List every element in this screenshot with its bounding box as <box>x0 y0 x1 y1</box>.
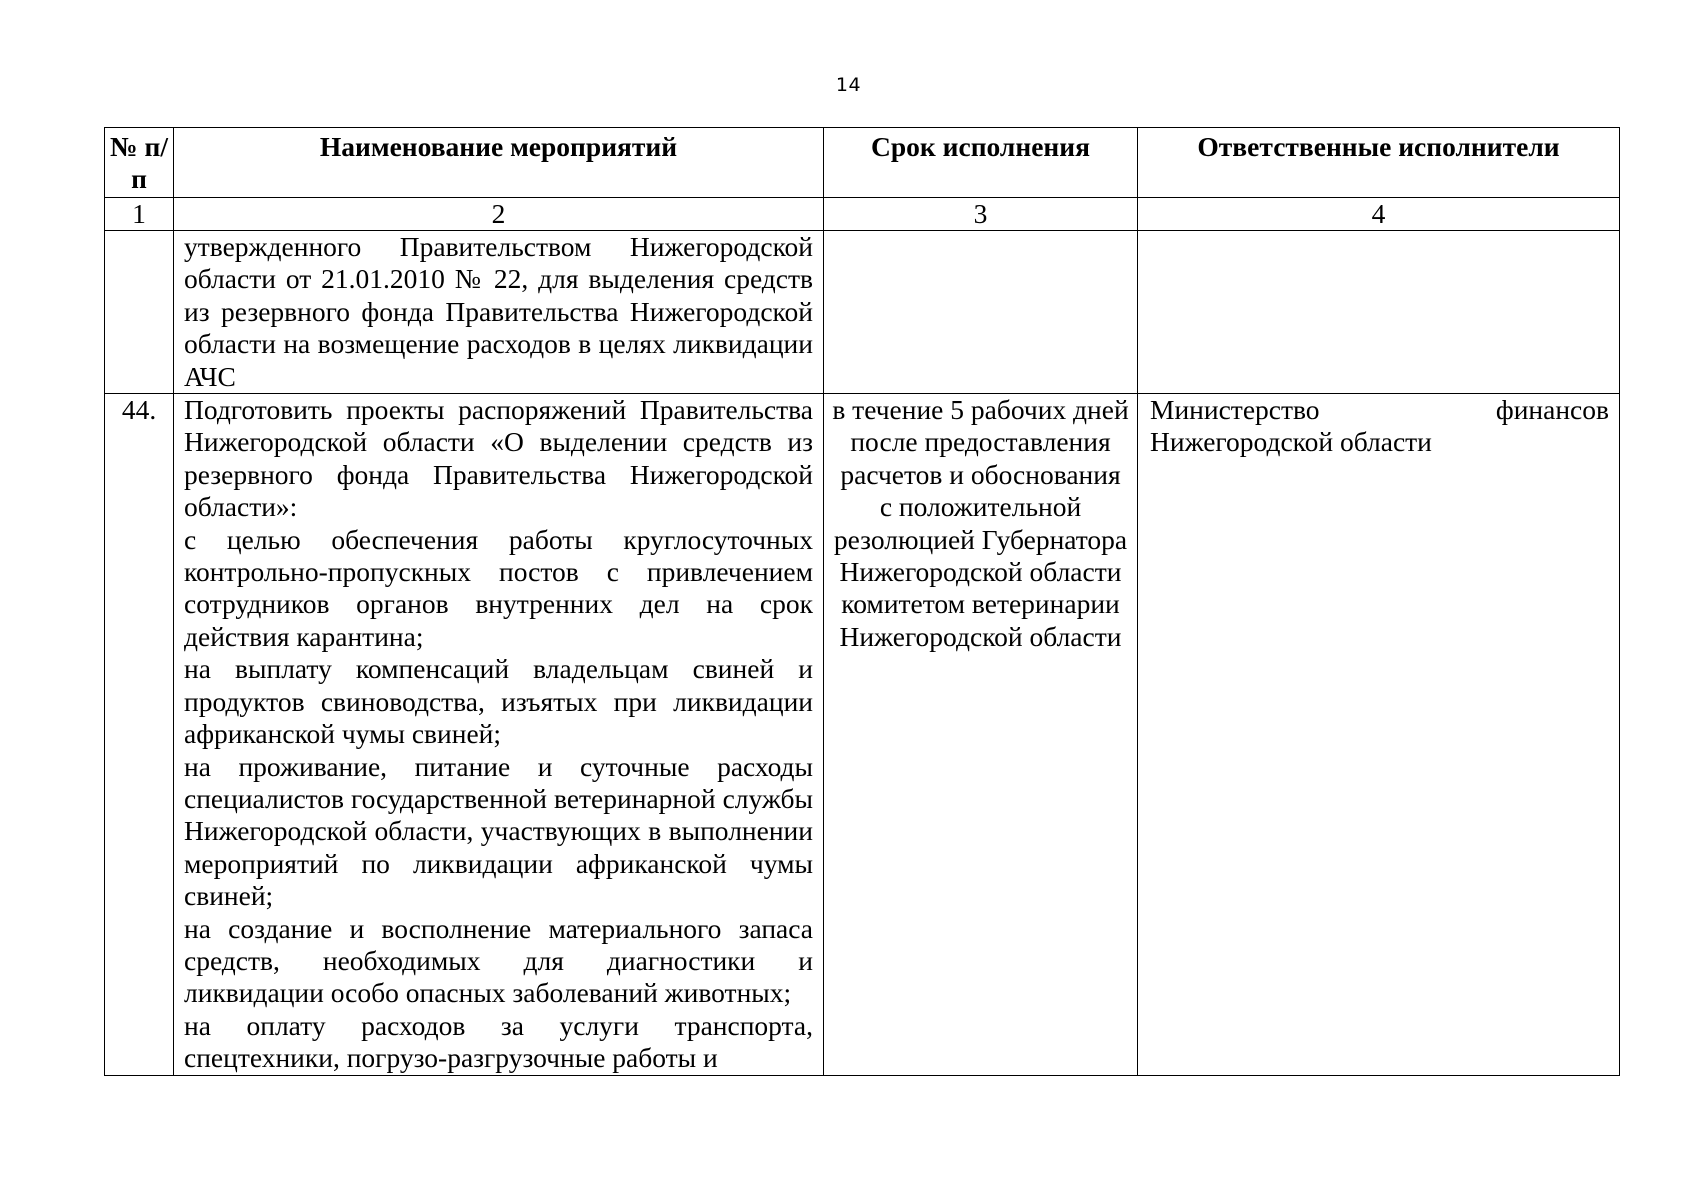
measure-paragraph: на создание и восполнение материального запаса средств, необходимых для диагностики и ликвидации особо опасных заболеваний животных; <box>184 912 813 1009</box>
term <box>824 231 1138 394</box>
measure-paragraph: с целью обеспечения работы круглосуточных контрольно-пропускных постов с привлечением сотрудников органов внутренних дел на срок действия карантина; <box>184 523 813 652</box>
column-index: 2 <box>174 198 824 231</box>
measure-paragraph: на проживание, питание и суточные расходы специалистов государственной ветеринарной службы Нижегородской области, участвующих в выполнении мероприятий по ликвидации африканской чумы свиней; <box>184 750 813 912</box>
measure-paragraph: Подготовить проекты распоряжений Правительства Нижегородской области «О выделении средств из резервного фонда Правительства Нижегородской области»: <box>184 394 813 523</box>
measure-paragraph: на оплату расходов за услуги транспорта, спецтехники, погрузо-разгрузочные работы и <box>184 1009 813 1074</box>
responsible-text: Министерство финансов Нижегородской области <box>1150 394 1609 458</box>
table-header-row <box>105 128 1620 198</box>
header-name: Наименование мероприятий <box>174 128 824 198</box>
column-index: 3 <box>824 198 1138 231</box>
row-number: 44. <box>105 394 174 1076</box>
table-row <box>105 394 1620 1076</box>
column-index-row <box>105 198 1620 231</box>
page-number: 14 <box>835 74 862 96</box>
measure-paragraph: утвержденного Правительством Нижегородской области от 21.01.2010 № 22, для выделения средств из резервного фонда Правительства Нижегородской области на возмещение расходов в целях ликвидации АЧС <box>184 231 813 392</box>
responsible <box>1138 231 1620 394</box>
header-num: № п/п <box>105 128 174 198</box>
row-number <box>105 231 174 394</box>
column-index: 4 <box>1138 198 1620 231</box>
header-term: Срок исполнения <box>824 128 1138 198</box>
term: в течение 5 рабочих дней после предоставления расчетов и обоснования с положительной резолюцией Губернатора Нижегородской области комитетом ветеринарии Нижегородской области <box>824 394 1138 1076</box>
table-row <box>105 231 1620 394</box>
measure-name <box>174 394 824 1076</box>
measures-table <box>104 127 1620 1076</box>
measure-paragraph: на выплату компенсаций владельцам свиней и продуктов свиноводства, изъятых при ликвидации африканской чумы свиней; <box>184 653 813 750</box>
measure-name <box>174 231 824 394</box>
responsible <box>1138 394 1620 1076</box>
header-responsible: Ответственные исполнители <box>1138 128 1620 198</box>
column-index: 1 <box>105 198 174 231</box>
